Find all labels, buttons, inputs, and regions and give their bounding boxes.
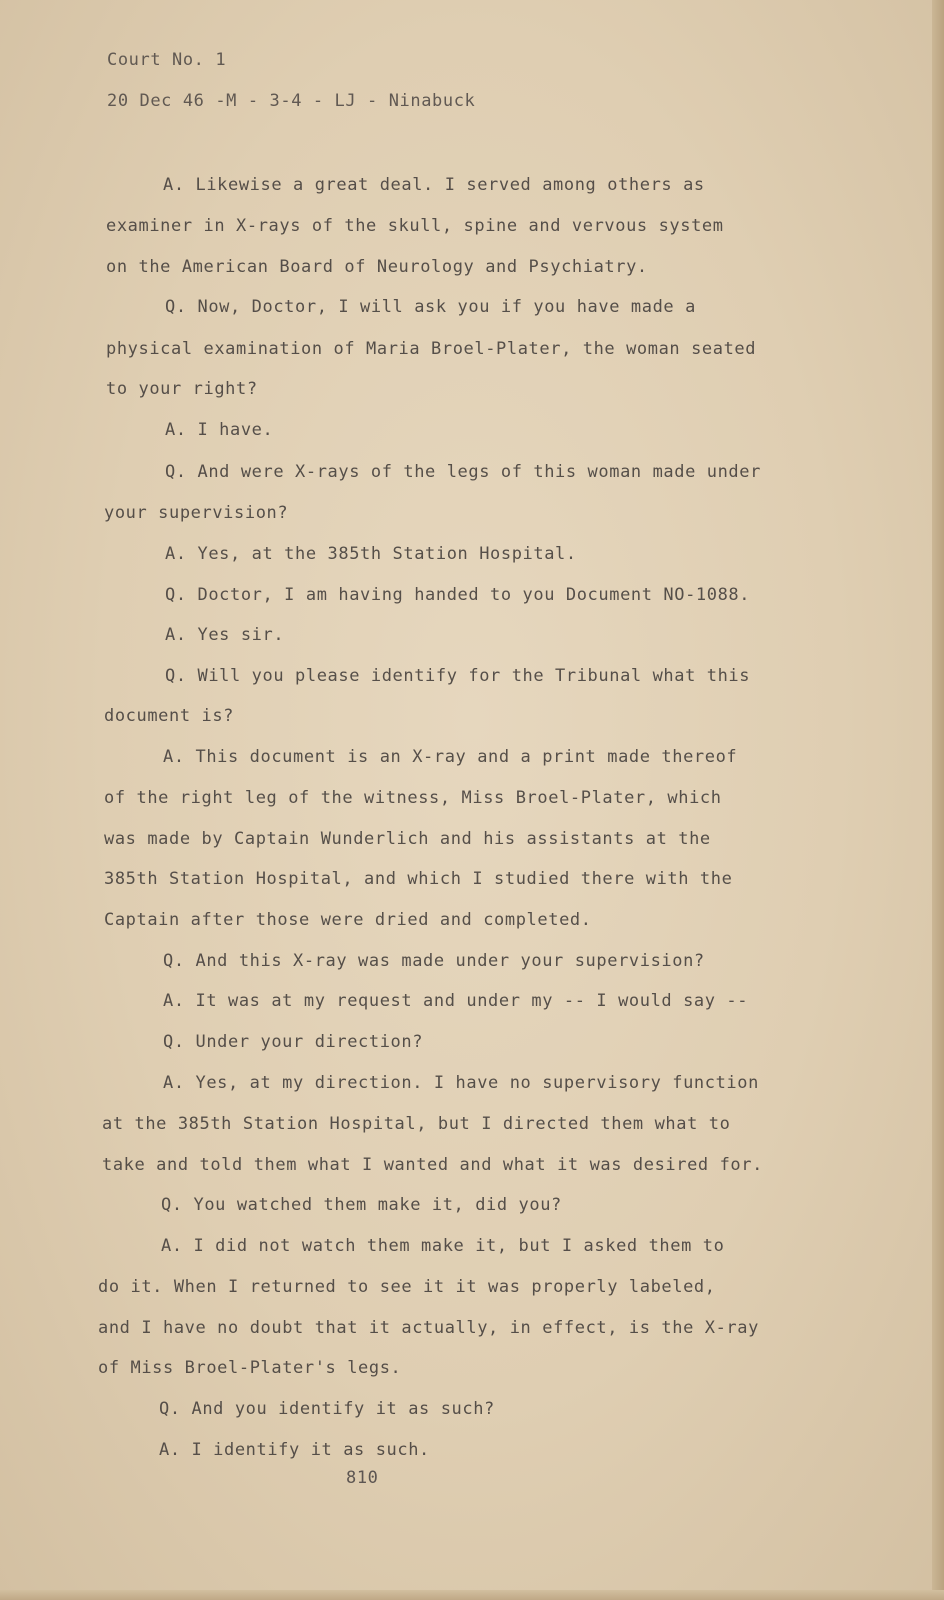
transcript-line: of the right leg of the witness, Miss Broel-Plater, which: [104, 788, 722, 808]
transcript-line: A. I have.: [165, 420, 274, 440]
transcript-line: A. Yes, at the 385th Station Hospital.: [165, 544, 577, 564]
transcript-line: physical examination of Maria Broel-Plater, the woman seated: [106, 339, 757, 359]
transcript-line: A. I identify it as such.: [159, 1440, 430, 1460]
session-line: 20 Dec 46 -M - 3-4 - LJ - Ninabuck: [107, 91, 476, 111]
transcript-line: A. Yes, at my direction. I have no supervisory function: [163, 1073, 759, 1093]
transcript-line: Q. Will you please identify for the Tribunal what this: [165, 666, 751, 686]
transcript-line: 385th Station Hospital, and which I studied there with the: [104, 869, 733, 889]
transcript-line: Captain after those were dried and completed.: [104, 910, 592, 930]
transcript-line: A. Yes sir.: [165, 625, 285, 645]
transcript-line: your supervision?: [104, 503, 289, 523]
transcript-line: A. I did not watch them make it, but I asked them to: [161, 1236, 725, 1256]
transcript-line: was made by Captain Wunderlich and his assistants at the: [104, 829, 711, 849]
transcript-line: at the 385th Station Hospital, but I directed them what to: [102, 1114, 731, 1134]
transcript-line: document is?: [104, 706, 235, 726]
transcript-line: Q. And this X-ray was made under your supervision?: [163, 951, 705, 971]
transcript-line: Q. Now, Doctor, I will ask you if you have made a: [165, 297, 696, 317]
transcript-line: Q. Under your direction?: [163, 1032, 424, 1052]
transcript-line: Q. And you identify it as such?: [159, 1399, 495, 1419]
transcript-line: on the American Board of Neurology and Psychiatry.: [106, 257, 648, 277]
transcript-line: of Miss Broel-Plater's legs.: [98, 1358, 402, 1378]
transcript-line: examiner in X-rays of the skull, spine and vervous system: [106, 216, 724, 236]
transcript-line: take and told them what I wanted and what it was desired for.: [102, 1155, 763, 1175]
transcript-line: Q. Doctor, I am having handed to you Document NO-1088.: [165, 585, 751, 605]
page-edge-bottom: [0, 1590, 944, 1600]
court-number: Court No. 1: [107, 50, 227, 70]
transcript-line: do it. When I returned to see it it was properly labeled,: [98, 1277, 716, 1297]
transcript-line: Q. And were X-rays of the legs of this woman made under: [165, 462, 761, 482]
transcript-line: A. It was at my request and under my -- I would say --: [163, 991, 749, 1011]
transcript-line: A. This document is an X-ray and a print made thereof: [163, 747, 738, 767]
transcript-line: A. Likewise a great deal. I served among others as: [163, 175, 705, 195]
transcript-line: and I have no doubt that it actually, in effect, is the X-ray: [98, 1318, 759, 1338]
page-edge-right: [932, 0, 944, 1600]
transcript-line: to your right?: [106, 379, 258, 399]
page-number: 810: [346, 1468, 379, 1488]
transcript-line: Q. You watched them make it, did you?: [161, 1195, 562, 1215]
